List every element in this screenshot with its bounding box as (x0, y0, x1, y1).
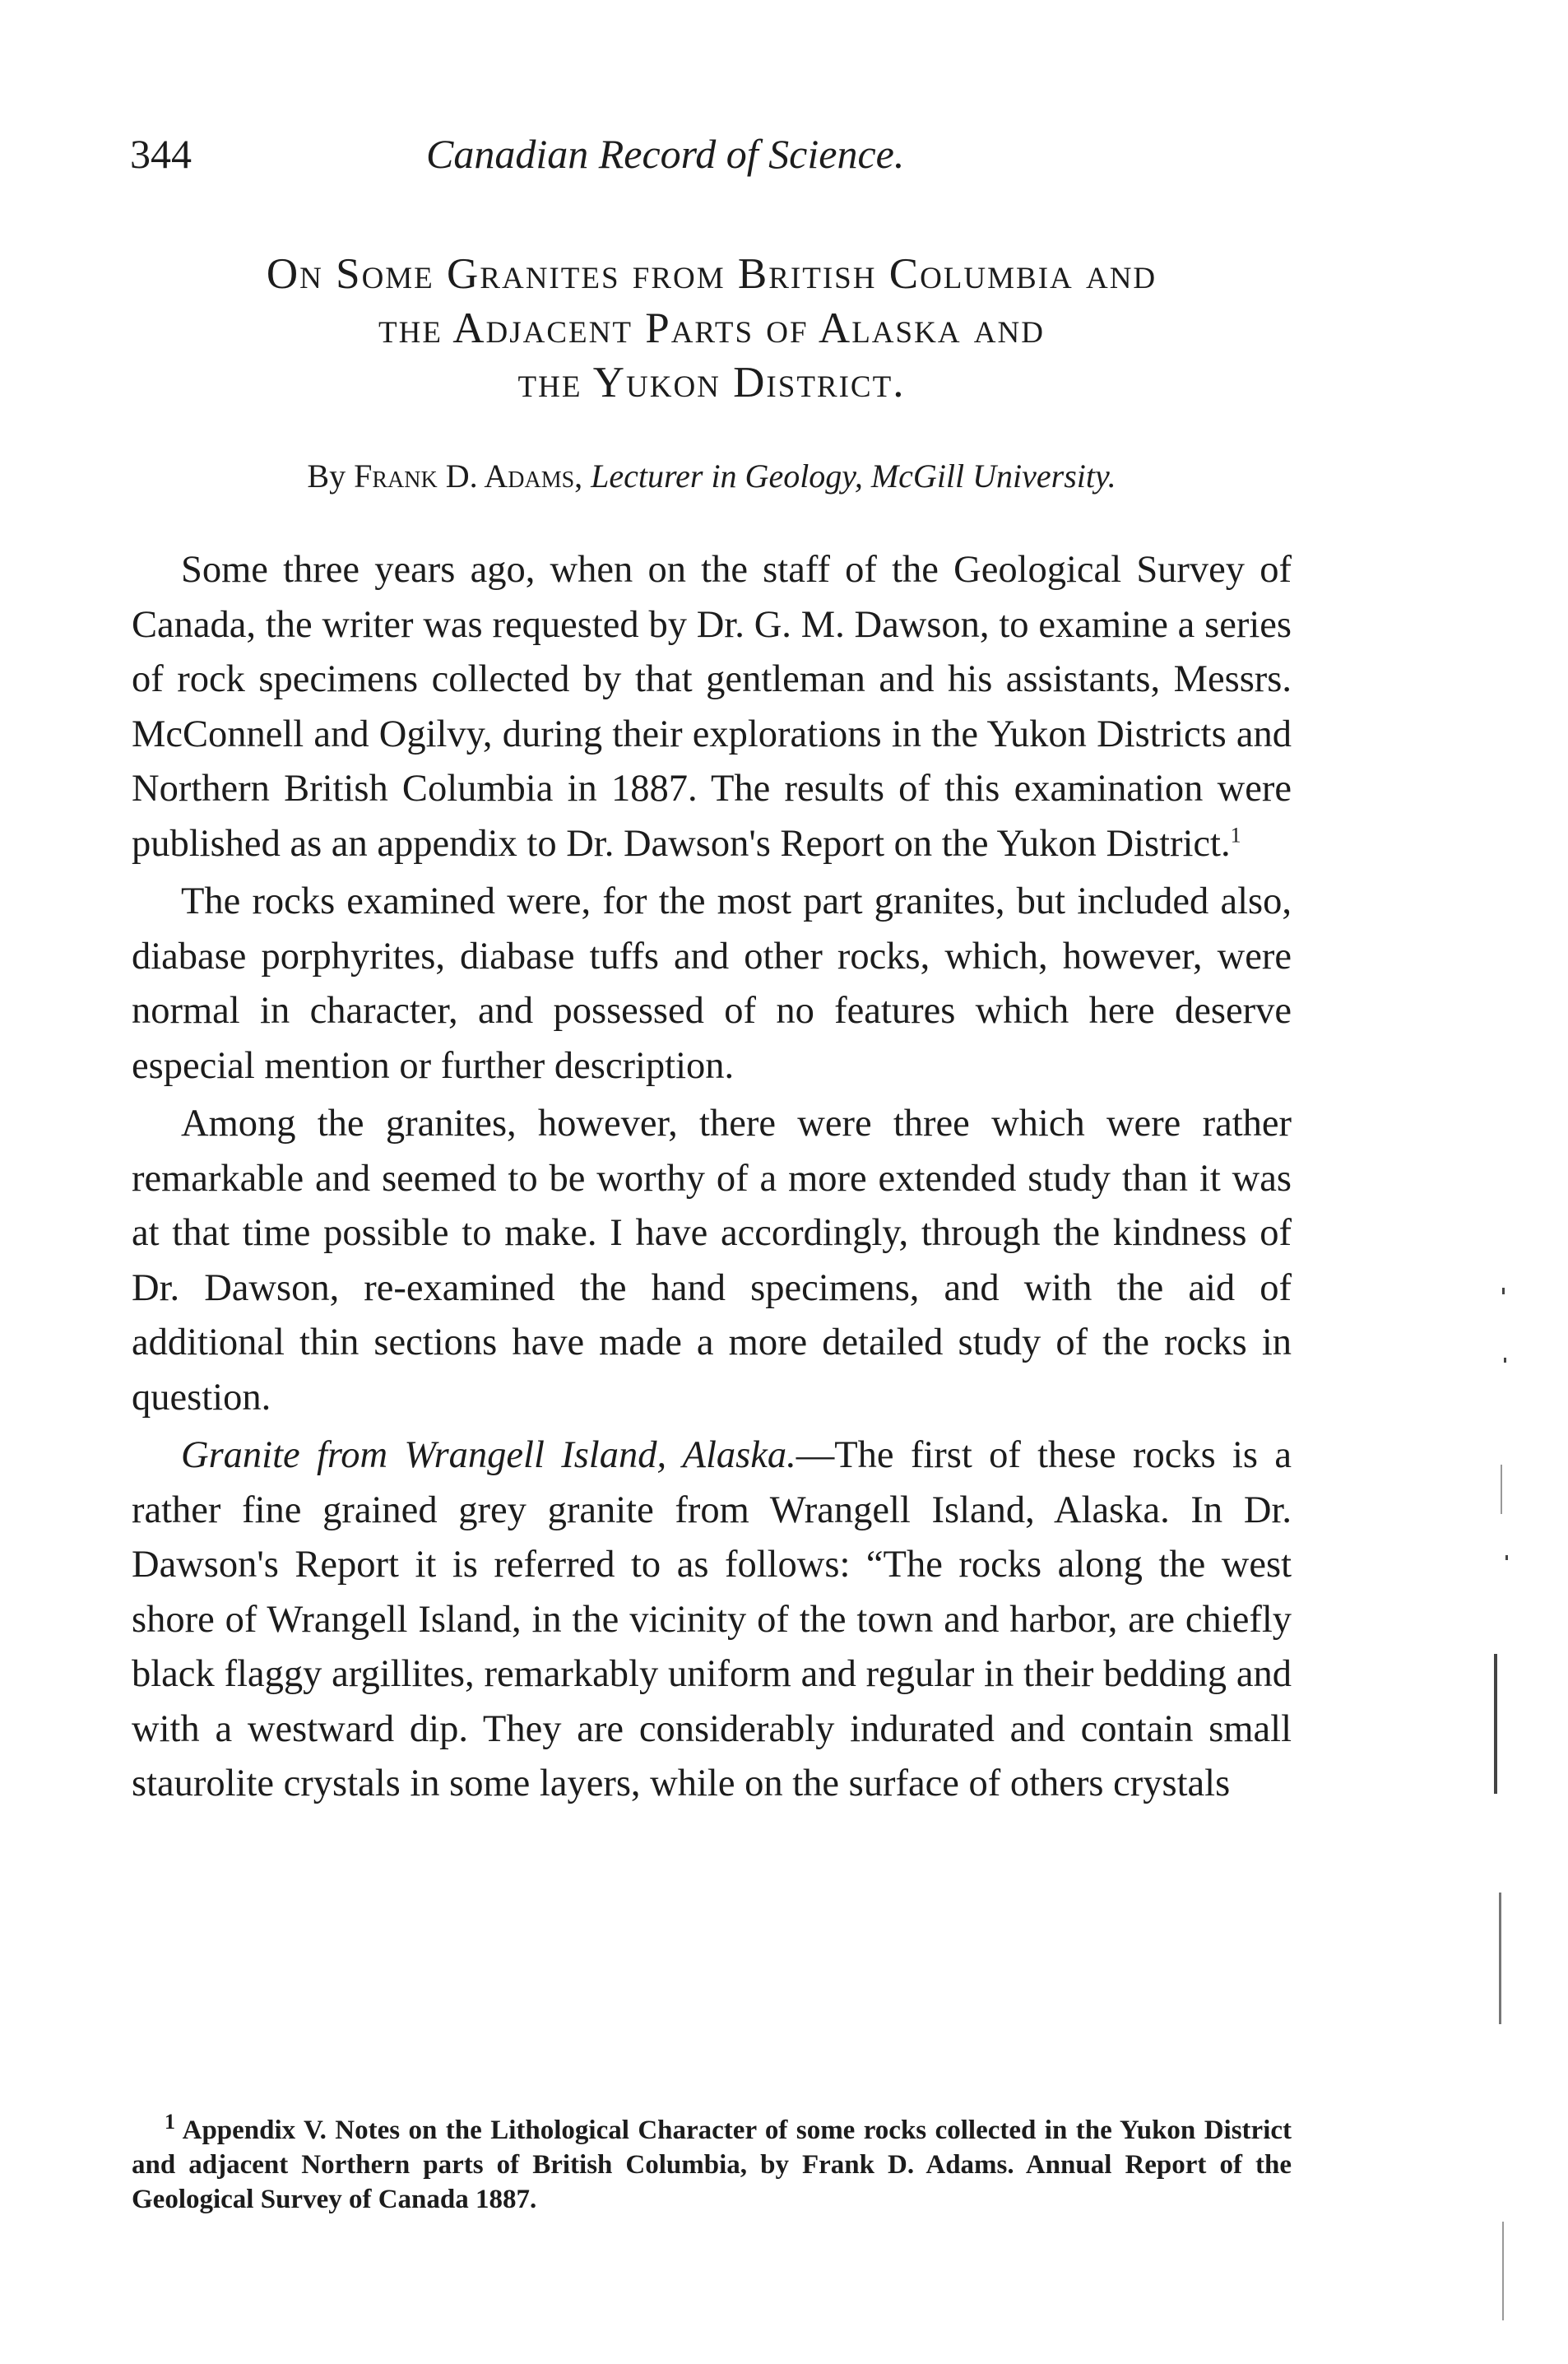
paragraph-text: Among the granites, however, there were three which were rather remarkable and seemed to be worthy of a more extended study than it was at that time possible to make. I have accordingly, through the kindness of Dr. Dawson, re-examined the hand specimens, and with the aid of additional thin sections have made a more detailed study of the rocks in question. (132, 1103, 1292, 1419)
title-line-1: On Some Granites from British Columbia and (266, 250, 1157, 298)
article-body (132, 543, 1292, 1812)
scan-mark (1494, 1654, 1497, 1794)
scan-mark (1501, 1465, 1502, 1514)
page-number: 344 (130, 131, 192, 177)
section-heading: Granite from Wrangell Island, Alaska. (181, 1434, 796, 1476)
paragraph-text: The rocks examined were, for the most part granites, but included also, diabase porphyrites, diabase tuffs and other rocks, which, however, were normal in character, and possessed of no features which here deserve especial mention or further description. (132, 880, 1292, 1087)
scan-mark (1504, 1358, 1506, 1363)
scan-mark (1502, 1288, 1505, 1294)
footnote-reference: 1 (1230, 823, 1241, 847)
scan-mark (1502, 2222, 1504, 2320)
title-line-3: the Yukon District. (517, 359, 906, 406)
footnote (132, 2110, 1292, 2217)
journal-title: Canadian Record of Science. (426, 131, 905, 177)
paragraph-1 (132, 543, 1292, 871)
scan-mark (1499, 1893, 1501, 2024)
running-head (130, 130, 1282, 188)
author-affiliation: Lecturer in Geology, McGill University. (591, 457, 1116, 495)
footnote-marker: 1 (165, 2110, 175, 2134)
footnote-1 (132, 2110, 1292, 2217)
byline-prefix: By (307, 457, 346, 495)
paragraph-4 (132, 1428, 1292, 1812)
footnote-text: Appendix V. Notes on the Lithological Character of some rocks collected in the Yukon District and adjacent Northern parts of British Columbia, by Frank D. Adams. Annual Report of the Geological Survey of Canada 1887. (132, 2116, 1292, 2214)
byline (123, 457, 1300, 495)
paragraph-text: Some three years ago, when on the staff of the Geological Survey of Canada, the writer was requested by Dr. G. M. Dawson, to examine a series of rock specimens collected by that gentleman and his assistants, Messrs. McConnell and Ogilvy, during their explorations in the Yukon Districts and Northern British Columbia in 1887. The results of this examination were published as an appendix to Dr. Dawson's Report on the Yukon District. (132, 549, 1292, 865)
title-line-2: the Adjacent Parts of Alaska and (378, 304, 1045, 352)
author-name: Frank D. Adams, (354, 457, 583, 495)
paragraph-2 (132, 875, 1292, 1094)
article-title (123, 247, 1300, 410)
scan-mark (1505, 1555, 1508, 1560)
paragraph-text: —The first of these rocks is a rather fine grained grey granite from Wrangell Island, Alaska. In Dr. Dawson's Report it is referred to as follows: “The rocks along the west shore of Wrangell Island, in the vicinity of the town and harbor, are chiefly black flaggy argillites, remarkably uniform and regular in their bedding and with a westward dip. They are considerably indurated and contain small staurolite crystals in some layers, while on the surface of others crystals (132, 1434, 1292, 1804)
paragraph-3 (132, 1097, 1292, 1425)
scan-edge-marks (1469, 0, 1568, 2364)
